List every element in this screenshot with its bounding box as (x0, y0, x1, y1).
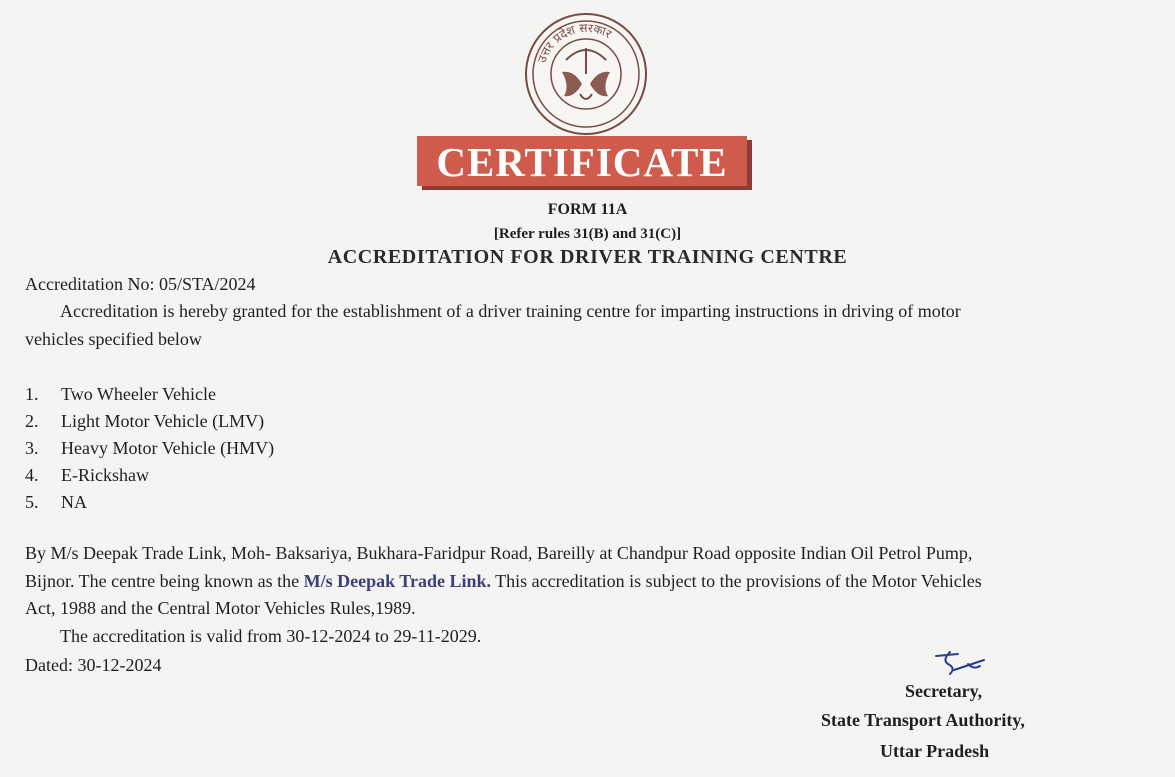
rules-reference: [Refer rules 31(B) and 31(C)] (493, 226, 682, 242)
applicant-paragraph-line-2: Bijnor. The centre being known as the M/s Deepak Trade Link. This accreditation is subject to the provisions of the Motor Vehicles (25, 571, 982, 591)
signatory-authority: State Transport Authority, (821, 710, 1025, 730)
grant-paragraph-line-1: Accreditation is hereby granted for the establishment of a driver training centre for imparting instructions in driving of motor (60, 301, 961, 321)
document-title: ACCREDITATION FOR DRIVER TRAINING CENTRE (327, 246, 848, 268)
firm-name: M/s Deepak Trade Link. (303, 571, 491, 591)
signatory-title: Secretary, (905, 681, 983, 701)
list-item: 4. E-Rickshaw (25, 465, 149, 485)
grant-paragraph-line-2: vehicles specified below (25, 329, 202, 349)
list-item: 1. Two Wheeler Vehicle (25, 384, 217, 404)
form-number: FORM 11A (547, 201, 628, 218)
list-item: 2. Light Motor Vehicle (LMV) (25, 411, 265, 431)
certificate-banner (417, 136, 755, 190)
handwritten-signature (928, 646, 992, 680)
seal-text: उत्तर प्रदेश सरकार (534, 20, 614, 65)
state-emblem-seal (524, 12, 648, 136)
validity-period: The accreditation is valid from 30-12-2024 to 29-11-2029. (60, 626, 482, 646)
applicant-paragraph-line-1: By M/s Deepak Trade Link, Moh- Baksariya, Bukhara-Faridpur Road, Bareilly at Chandpur Road opposite Indian Oil Petrol Pump, (25, 543, 973, 563)
vehicle-list (25, 381, 274, 516)
signatory-state: Uttar Pradesh (880, 741, 990, 761)
applicant-paragraph-line-3: Act, 1988 and the Central Motor Vehicles Rules,1989. (25, 598, 416, 618)
list-item: 5. NA (25, 492, 87, 512)
list-item: 3. Heavy Motor Vehicle (HMV) (25, 438, 275, 458)
issue-date: Dated: 30-12-2024 (25, 655, 162, 675)
accreditation-number: Accreditation No: 05/STA/2024 (25, 274, 256, 294)
certificate-heading: CERTIFICATE (436, 139, 728, 185)
